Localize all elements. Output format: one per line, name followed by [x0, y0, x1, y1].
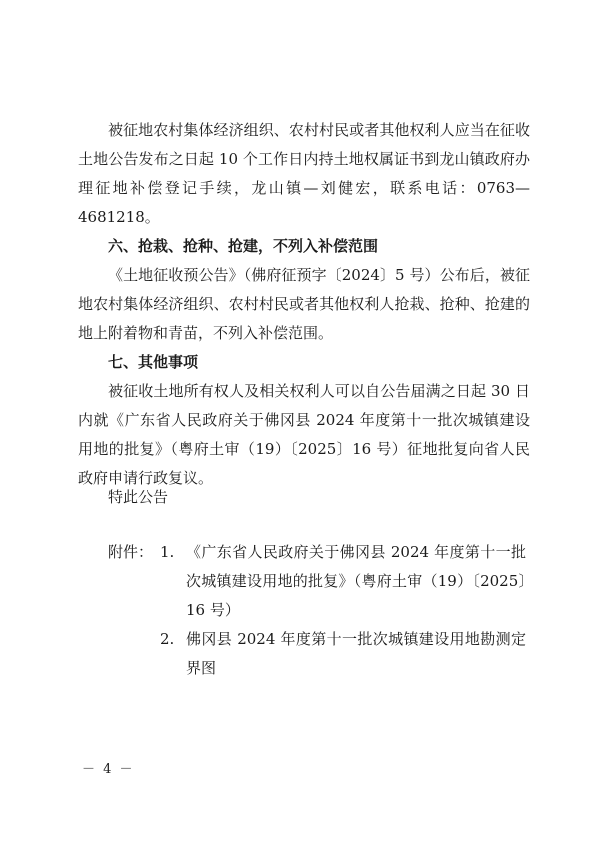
- attachments-label: 附件：: [108, 543, 154, 561]
- paragraph-no-compensation: 《土地征收预公告》（佛府征预字〔2024〕5 号）公布后，被征地农村集体经济组织、农村村民或者其他权利人抢栽、抢种、抢建的地上附着物和青苗，不列入补偿范围。: [78, 266, 530, 342]
- attachment-number: 1.: [160, 543, 175, 561]
- page-number: － 4 －: [82, 762, 135, 777]
- paragraph-registration: 被征地农村集体经济组织、农村村民或者其他权利人应当在征收土地公告发布之日起 10 个工作日内持土地权属证书到龙山镇政府办理征地补偿登记手续，龙山镇—刘健宏，联系电话：0763—4681218。: [78, 121, 530, 226]
- attachment-item: 佛冈县 2024 年度第十一批次城镇建设用地勘测定界图: [186, 630, 526, 677]
- paragraph-other-matters: 被征收土地所有权人及相关权利人可以自公告届满之日起 30 日内就《广东省人民政府关于佛冈县 2024 年度第十一批次城镇建设用地的批复》（粤府土审（19）〔2025〕16 号）征地批复向省人民政府申请行政复议。: [78, 382, 530, 487]
- attachment-item: 《广东省人民政府关于佛冈县 2024 年度第十一批次城镇建设用地的批复》（粤府土审（19）〔2025〕16 号）: [186, 543, 526, 619]
- section-heading-six: 六、抢栽、抢种、抢建，不列入补偿范围: [108, 237, 379, 255]
- attachment-number: 2.: [160, 630, 175, 648]
- section-heading-seven: 七、其他事项: [108, 353, 199, 371]
- closing-statement: 特此公告: [108, 488, 169, 506]
